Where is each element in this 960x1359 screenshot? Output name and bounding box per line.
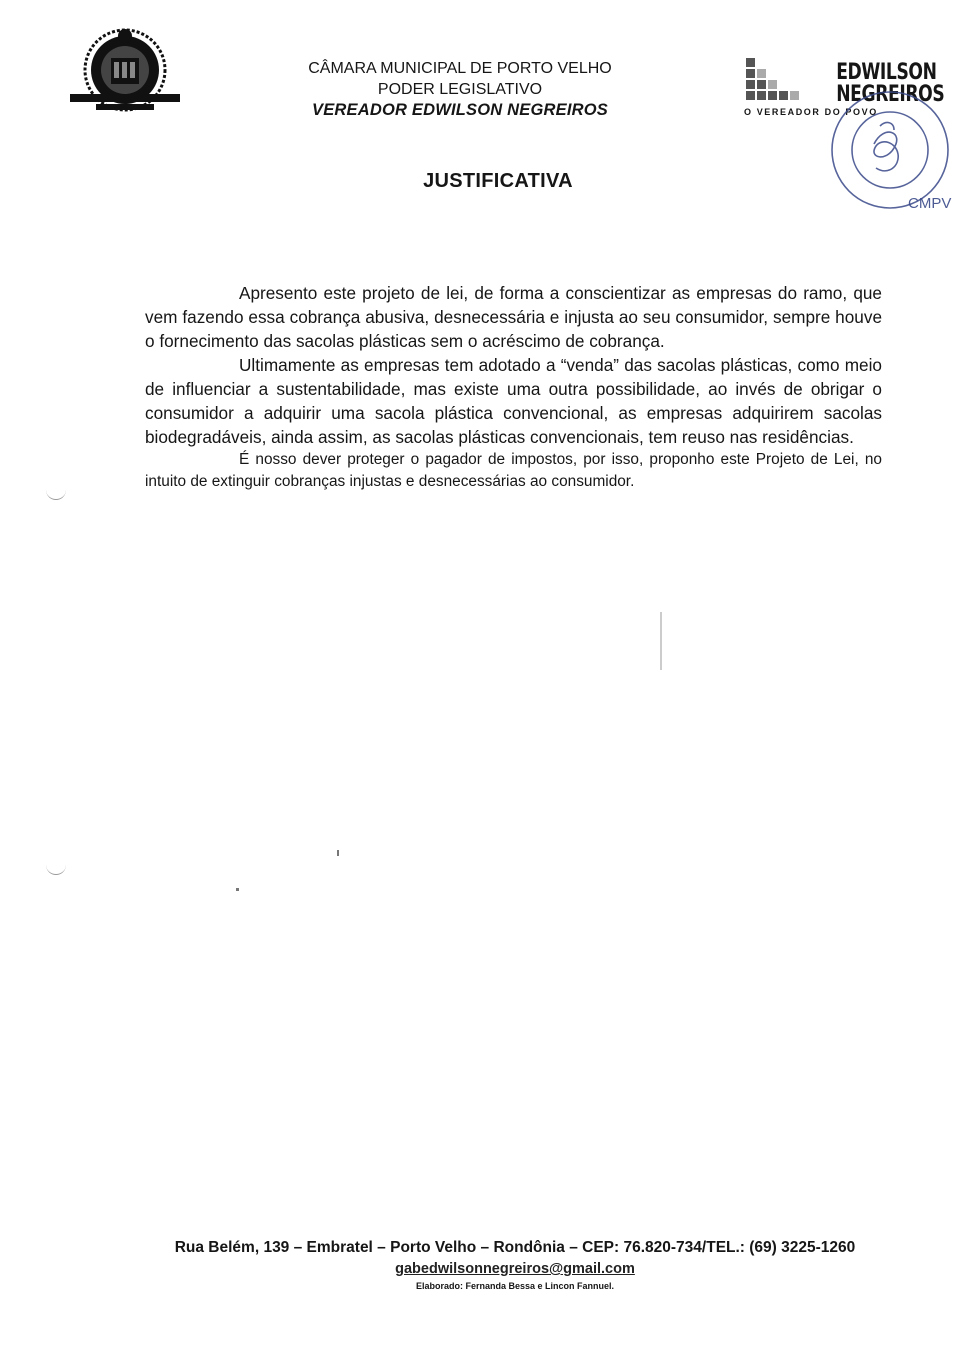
letterhead-footer — [150, 1238, 880, 1291]
brand-name-line2: NEGREIROS — [836, 82, 945, 107]
letterhead — [250, 58, 670, 121]
brand-name-line1: EDWILSON — [836, 60, 937, 85]
punch-hole-mark — [46, 487, 66, 500]
brand-tagline: O VEREADOR DO POVO — [744, 107, 878, 117]
scan-speck — [236, 888, 239, 891]
paragraph-3: É nosso dever proteger o pagador de impostos, por isso, proponho este Projeto de Lei, no intuito de extinguir cobranças injustas e desnecessárias ao consumidor. — [145, 451, 882, 490]
scan-speck — [660, 612, 662, 670]
footer-address: Rua Belém, 139 – Embratel – Porto Velho – Rondônia – CEP: 76.820-734/TEL.: (69) 3225-1260 — [174, 1239, 856, 1256]
stamp-code: CMPV — [908, 195, 952, 212]
footer-credit: Elaborado: Fernanda Bessa e Lincon Fannuel. — [415, 1281, 615, 1291]
legislative-branch: PODER LEGISLATIVO — [377, 81, 543, 98]
footer-email-link[interactable]: gabedwilsonnegreiros@gmail.com — [395, 1261, 635, 1277]
institution-name: CÂMARA MUNICIPAL DE PORTO VELHO — [308, 60, 612, 77]
paragraph-2: Ultimamente as empresas tem adotado a “venda” das sacolas plásticas, como meio de influenciar a sustentabilidade, mas existe uma outra possibilidade, ao invés de obrigar o consumidor a adquirir uma sacola plástica convencional, as empresas adquirirem sacolas biodegradáveis, ainda assim, as sacolas plásticas convencionais, tem reuso nas residências. — [145, 355, 882, 447]
scan-speck — [337, 850, 339, 856]
punch-hole-mark — [46, 862, 66, 875]
document-title: JUSTIFICATIVA — [423, 170, 573, 192]
councilor-name: VEREADOR EDWILSON NEGREIROS — [311, 101, 608, 119]
paragraph-1: Apresento este projeto de lei, de forma a conscientizar as empresas do ramo, que vem fazendo essa cobrança abusiva, desnecessária e injusta ao seu consumidor, sempre houve o fornecimento das sacolas plásticas sem o acréscimo de cobrança. — [145, 283, 882, 351]
reception-stamp — [822, 82, 952, 224]
document-body — [145, 281, 882, 493]
municipal-crest-logo — [66, 20, 184, 120]
brand-blocks-icon — [746, 58, 816, 104]
